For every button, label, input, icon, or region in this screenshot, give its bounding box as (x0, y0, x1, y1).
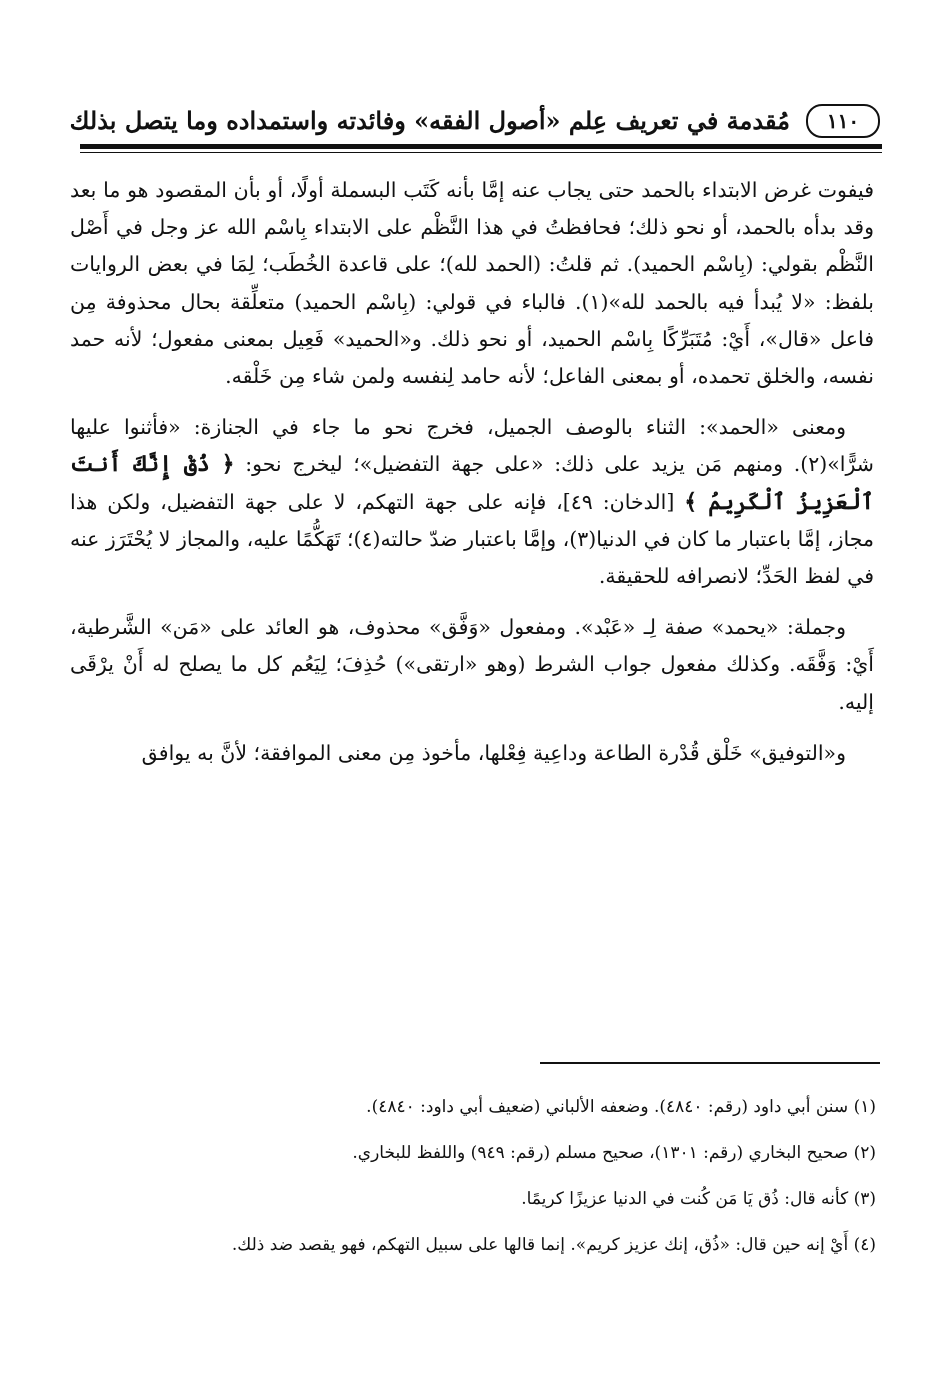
header-rule-thick (80, 144, 882, 149)
header-rule-thin (80, 152, 882, 153)
footnote-4: (٤) أَيْ إنه حين قال: «ذُق، إنك عزيز كريم». إنما قالها على سبيل التهكم، فهو يقصد ضد ذلك. (231, 1235, 876, 1255)
footnote-2: (٢) صحيح البخاري (رقم: ١٣٠١)، صحيح مسلم (رقم: ٩٤٩) واللفظ للبخاري. (352, 1143, 876, 1163)
page-header (69, 100, 880, 150)
paragraph-2-part-a: ومعنى «الحمد»: الثناء بالوصف الجميل، فخرج نحو ما جاء في الجنازة: «فأثنوا عليها شرًّا»(٢). ومنهم مَن يزيد على ذلك: «على جهة التفضيل»؛ ليخرج نحو: (70, 415, 874, 477)
footnotes (70, 1095, 876, 1279)
footnote-separator (540, 1062, 880, 1064)
page-number-badge: ١١٠ (806, 104, 880, 138)
paragraph-2-part-b: [الدخان: ٤٩]، فإنه على جهة التهكم، لا على جهة التفضيل، ولكن هذا مجاز، إمَّا باعتبار ما كان في الدنيا(٣)، وإمَّا باعتبار ضدّ حالته(٤)؛ تَهَكُّمًا عليه، والمجاز لا يُحْتَرَز عنه في لفظ الحَدِّ؛ لانصرافه للحقيقة. (70, 489, 874, 589)
footnote-1: (١) سنن أبي داود (رقم: ٤٨٤٠). وضعفه الألباني (ضعيف أبي داود: ٤٨٤٠). (366, 1097, 876, 1117)
running-title: مُقدمة في تعريف عِلم «أصول الفقه» وفائدته واستمداده وما يتصل بذلك (69, 106, 790, 135)
quran-verse: ﴿ ذُقْ إِنَّكَ أَنتَ ٱلْعَزِيزُ ٱلْكَرِيمُ ﴾ (70, 451, 874, 515)
footnote-3: (٣) كأنه قال: ذُق يَا مَن كُنت في الدنيا عزيزًا كريمًا. (521, 1189, 876, 1209)
paragraph-2 (70, 409, 874, 595)
paragraph-1: فيفوت غرض الابتداء بالحمد حتى يجاب عنه إمَّا بأنه كَتَب البسملة أولًا، أو بأن المقصود هو ما بعد وقد بدأه بالحمد، أو نحو ذلك؛ فحافظتُ في هذا النَّظْم على الابتداء بِاسْم الله عز وجل في أَصْل النَّظْم بقولي: (بِاسْم الحميد). ثم قلتُ: (الحمد لله)؛ على قاعدة الخُطَب؛ لِمَا في بعض الروايات بلفظ: «لا يُبدأ فيه بالحمد لله»(١). فالباء في قولي: (بِاسْم الحميد) متعلِّقة بحال محذوفة مِن فاعل «قال»، أَيْ: مُتَبَرِّكًا بِاسْم الحميد، أو نحو ذلك. و«الحميد» فَعِيل بمعنى مفعول؛ لأنه حمد نفسه، والخلق تحمده، أو بمعنى الفاعل؛ لأنه حامد لِنفسه ولمن شاء مِن خَلْقه. (70, 178, 874, 389)
paragraph-4: و«التوفيق» خَلْق قُدْرة الطاعة وداعِية فِعْلها، مأخوذ مِن معنى الموافقة؛ لأنَّ به يوافق (141, 740, 846, 765)
paragraph-3: وجملة: «يحمد» صفة لِـ «عَبْد». ومفعول «وَفَّق» محذوف، هو العائد على «مَن» الشَّرطية، أَيْ: وَفَّقَه. وكذلك مفعول جواب الشرط (وهو «ارتقى») حُذِفَ؛ لِيَعُم كل ما يصلح له أَنْ يرْقَى إليه. (70, 615, 874, 714)
main-text (70, 172, 874, 786)
